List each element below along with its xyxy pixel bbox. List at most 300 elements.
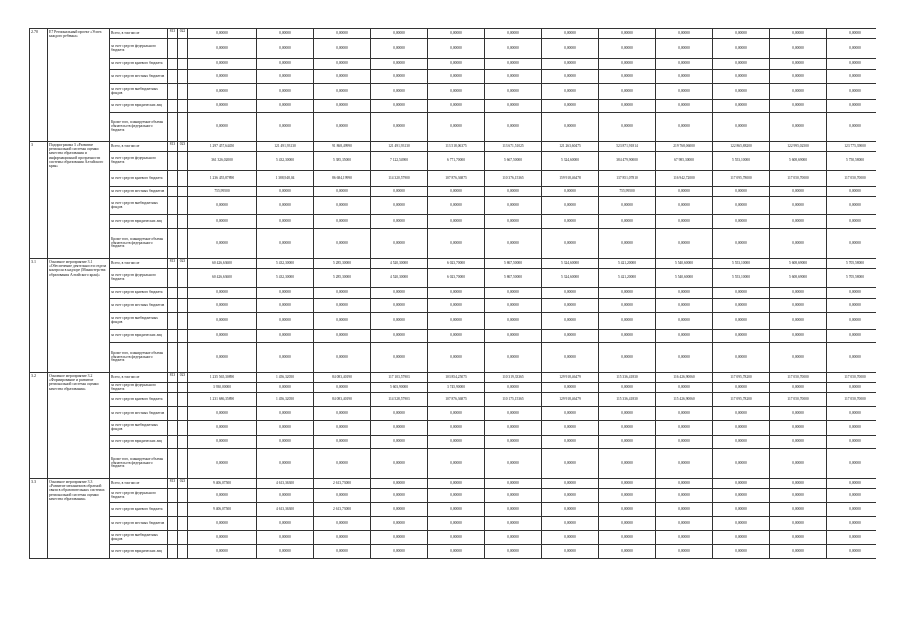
budget-code bbox=[168, 171, 178, 187]
amount-cell: 0,00000 bbox=[599, 215, 656, 229]
amount-cell: 0,00000 bbox=[599, 70, 656, 84]
budget-code: 813 bbox=[168, 479, 178, 489]
amount-cell: 0,00000 bbox=[371, 215, 428, 229]
table-row bbox=[30, 330, 877, 343]
amount-cell: 0,00000 bbox=[542, 343, 599, 373]
budget-code bbox=[178, 171, 188, 187]
amount-cell: 0,00000 bbox=[485, 59, 542, 70]
table-row bbox=[30, 288, 877, 299]
amount-cell: 110 376,15365 bbox=[485, 171, 542, 187]
amount-cell: 0,00000 bbox=[314, 313, 371, 330]
budget-code bbox=[168, 517, 178, 531]
budget-code: 023 bbox=[178, 373, 188, 383]
amount-cell: 0,00000 bbox=[257, 299, 314, 313]
amount-cell: 0,00000 bbox=[770, 489, 827, 503]
budget-code bbox=[168, 489, 178, 503]
budget-code bbox=[178, 393, 188, 407]
amount-cell: 0,00000 bbox=[314, 39, 371, 59]
amount-cell: 0,00000 bbox=[314, 489, 371, 503]
table-row bbox=[30, 100, 877, 113]
amount-cell: 0,00000 bbox=[371, 449, 428, 479]
amount-cell: 5 608,69000 bbox=[770, 152, 827, 171]
amount-cell: 0,00000 bbox=[827, 489, 877, 503]
table-row bbox=[30, 215, 877, 229]
amount-cell: 0,00000 bbox=[656, 288, 713, 299]
amount-cell: 0,00000 bbox=[827, 299, 877, 313]
amount-cell: 0,00000 bbox=[485, 421, 542, 436]
amount-cell: 0,00000 bbox=[257, 288, 314, 299]
funding-source-label: за счет средств местных бюджетов bbox=[110, 187, 168, 197]
amount-cell: 0,00000 bbox=[188, 436, 257, 449]
amount-cell: 3 745,90000 bbox=[428, 383, 485, 393]
amount-cell: 0,00000 bbox=[770, 449, 827, 479]
budget-code bbox=[178, 229, 188, 259]
amount-cell: 0,00000 bbox=[371, 229, 428, 259]
amount-cell: 0,00000 bbox=[599, 84, 656, 100]
amount-cell: 0,00000 bbox=[314, 545, 371, 559]
budget-code bbox=[168, 288, 178, 299]
budget-code: 023 bbox=[178, 479, 188, 489]
amount-cell: 114 320,57900 bbox=[371, 171, 428, 187]
amount-cell: 0,00000 bbox=[827, 330, 877, 343]
budget-code bbox=[178, 449, 188, 479]
amount-cell: 6 771,70000 bbox=[428, 152, 485, 171]
item-number: 3.3 bbox=[30, 479, 48, 559]
budget-code: 813 bbox=[168, 142, 178, 152]
budget-code bbox=[178, 84, 188, 100]
budget-code bbox=[178, 152, 188, 171]
funding-source-label: за счет средств федерального бюджета bbox=[110, 152, 168, 171]
amount-cell: 0,00000 bbox=[485, 449, 542, 479]
amount-cell: 5 867,50000 bbox=[485, 259, 542, 269]
amount-cell: 0,00000 bbox=[371, 113, 428, 142]
amount-cell: 0,00000 bbox=[770, 531, 827, 545]
amount-cell: 0,00000 bbox=[371, 288, 428, 299]
amount-cell: 115 426,90060 bbox=[656, 393, 713, 407]
amount-cell: 5 540,60000 bbox=[656, 259, 713, 269]
amount-cell: 121 263,60475 bbox=[542, 142, 599, 152]
amount-cell: 107 876,36875 bbox=[428, 393, 485, 407]
amount-cell: 0,00000 bbox=[485, 531, 542, 545]
amount-cell: 0,00000 bbox=[770, 229, 827, 259]
amount-cell: 0,00000 bbox=[656, 84, 713, 100]
budget-code bbox=[168, 343, 178, 373]
budget-code bbox=[178, 269, 188, 288]
amount-cell: 0,00000 bbox=[713, 479, 770, 489]
amount-cell: 0,00000 bbox=[542, 531, 599, 545]
amount-cell: 117 103,57903 bbox=[371, 373, 428, 383]
table-row bbox=[30, 393, 877, 407]
amount-cell: 5 432,30000 bbox=[257, 152, 314, 171]
amount-cell: 5 553,10000 bbox=[713, 269, 770, 288]
amount-cell: 2 613,73000 bbox=[314, 479, 371, 489]
amount-cell: 0,00000 bbox=[371, 197, 428, 215]
amount-cell: 0,00000 bbox=[428, 517, 485, 531]
amount-cell: 0,00000 bbox=[542, 503, 599, 517]
amount-cell: 5 324,60000 bbox=[542, 269, 599, 288]
budget-code bbox=[168, 269, 178, 288]
amount-cell: 0,00000 bbox=[827, 187, 877, 197]
amount-cell: 0,00000 bbox=[257, 517, 314, 531]
budget-code bbox=[168, 187, 178, 197]
budget-code: 813 bbox=[168, 259, 178, 269]
amount-cell: 0,00000 bbox=[485, 100, 542, 113]
budget-code: 023 bbox=[178, 259, 188, 269]
amount-cell: 0,00000 bbox=[485, 407, 542, 421]
amount-cell: 0,00000 bbox=[770, 313, 827, 330]
amount-cell: 0,00000 bbox=[599, 29, 656, 39]
budget-code bbox=[168, 449, 178, 479]
funding-source-label: Всего, в том числе bbox=[110, 373, 168, 383]
amount-cell: 0,00000 bbox=[770, 545, 827, 559]
amount-cell: 0,00000 bbox=[485, 383, 542, 393]
amount-cell: 0,00000 bbox=[188, 489, 257, 503]
amount-cell: 0,00000 bbox=[713, 70, 770, 84]
budget-code: 813 bbox=[168, 29, 178, 39]
amount-cell: 0,00000 bbox=[599, 545, 656, 559]
amount-cell: 0,00000 bbox=[656, 197, 713, 215]
budget-code bbox=[168, 421, 178, 436]
amount-cell: 0,00000 bbox=[428, 197, 485, 215]
amount-cell: 0,00000 bbox=[371, 517, 428, 531]
amount-cell: 0,00000 bbox=[188, 407, 257, 421]
amount-cell: 0,00000 bbox=[770, 299, 827, 313]
amount-cell: 0,00000 bbox=[827, 383, 877, 393]
funding-source-label: Всего, в том числе bbox=[110, 259, 168, 269]
table-row bbox=[30, 269, 877, 288]
amount-cell: 5 285,30000 bbox=[314, 259, 371, 269]
amount-cell: 0,00000 bbox=[713, 383, 770, 393]
amount-cell: 0,00000 bbox=[371, 479, 428, 489]
amount-cell: 0,00000 bbox=[188, 70, 257, 84]
amount-cell: 0,00000 bbox=[656, 229, 713, 259]
funding-source-label: за счет средств краевого бюджета bbox=[110, 59, 168, 70]
amount-cell: 0,00000 bbox=[713, 29, 770, 39]
amount-cell: 0,00000 bbox=[656, 343, 713, 373]
amount-cell: 0,00000 bbox=[428, 407, 485, 421]
funding-source-label: за счет средств местных бюджетов bbox=[110, 70, 168, 84]
amount-cell: 5 324,60000 bbox=[542, 152, 599, 171]
amount-cell: 0,00000 bbox=[428, 187, 485, 197]
amount-cell: 5 553,10000 bbox=[713, 259, 770, 269]
amount-cell: 0,00000 bbox=[713, 100, 770, 113]
funding-source-label: Кроме того, планируемые объемы обязательств федерального бюджета bbox=[110, 229, 168, 259]
amount-cell: 0,00000 bbox=[188, 545, 257, 559]
amount-cell: 0,00000 bbox=[257, 39, 314, 59]
budget-code bbox=[178, 299, 188, 313]
amount-cell: 0,00000 bbox=[542, 197, 599, 215]
amount-cell: 0,00000 bbox=[314, 113, 371, 142]
budget-code bbox=[178, 187, 188, 197]
amount-cell: 4 613,36300 bbox=[257, 479, 314, 489]
amount-cell: 0,00000 bbox=[428, 421, 485, 436]
amount-cell: 0,00000 bbox=[827, 113, 877, 142]
amount-cell: 755,99500 bbox=[188, 187, 257, 197]
amount-cell: 0,00000 bbox=[542, 436, 599, 449]
amount-cell: 0,00000 bbox=[428, 84, 485, 100]
item-number: 2.70 bbox=[30, 29, 48, 142]
amount-cell: 0,00000 bbox=[599, 343, 656, 373]
table-row bbox=[30, 113, 877, 142]
amount-cell: 0,00000 bbox=[257, 436, 314, 449]
budget-code bbox=[168, 84, 178, 100]
amount-cell: 0,00000 bbox=[371, 70, 428, 84]
budget-code bbox=[168, 152, 178, 171]
amount-cell: 116 942,72000 bbox=[656, 171, 713, 187]
amount-cell: 5 667,50000 bbox=[485, 152, 542, 171]
amount-cell: 0,00000 bbox=[428, 39, 485, 59]
budget-code bbox=[178, 545, 188, 559]
amount-cell: 0,00000 bbox=[485, 29, 542, 39]
amount-cell: 0,00000 bbox=[314, 343, 371, 373]
amount-cell: 0,00000 bbox=[188, 517, 257, 531]
amount-cell: 0,00000 bbox=[542, 100, 599, 113]
amount-cell: 0,00000 bbox=[428, 29, 485, 39]
amount-cell: 0,00000 bbox=[713, 343, 770, 373]
amount-cell: 115 336,41830 bbox=[599, 373, 656, 383]
amount-cell: 0,00000 bbox=[713, 517, 770, 531]
amount-cell: 0,00000 bbox=[713, 197, 770, 215]
amount-cell: 0,00000 bbox=[599, 197, 656, 215]
amount-cell: 0,00000 bbox=[770, 39, 827, 59]
amount-cell: 0,00000 bbox=[428, 531, 485, 545]
amount-cell: 0,00000 bbox=[188, 84, 257, 100]
budget-code: 813 bbox=[168, 373, 178, 383]
amount-cell: 0,00000 bbox=[656, 70, 713, 84]
amount-cell: 0,00000 bbox=[827, 197, 877, 215]
funding-source-label: за счет средств краевого бюджета bbox=[110, 503, 168, 517]
amount-cell: 117 095,78200 bbox=[713, 393, 770, 407]
amount-cell: 0,00000 bbox=[188, 197, 257, 215]
amount-cell: 0,00000 bbox=[713, 436, 770, 449]
funding-source-label: за счет средств внебюджетных фондов bbox=[110, 84, 168, 100]
budget-code bbox=[178, 343, 188, 373]
amount-cell: 0,00000 bbox=[656, 29, 713, 39]
amount-cell: 755,99500 bbox=[599, 187, 656, 197]
amount-cell: 384 479,90000 bbox=[599, 152, 656, 171]
amount-cell: 0,00000 bbox=[599, 59, 656, 70]
amount-cell: 84 083,40190 bbox=[314, 393, 371, 407]
item-name: Основное мероприятие 3.1 «Обеспечение деятельности отдела контроля в надзоре (Министерства образования Алтайского края)» bbox=[48, 259, 110, 373]
amount-cell: 0,00000 bbox=[485, 197, 542, 215]
amount-cell: 0,00000 bbox=[713, 503, 770, 517]
amount-cell: 0,00000 bbox=[713, 84, 770, 100]
amount-cell: 0,00000 bbox=[599, 288, 656, 299]
amount-cell: 0,00000 bbox=[656, 330, 713, 343]
amount-cell: 0,00000 bbox=[599, 517, 656, 531]
amount-cell: 0,00000 bbox=[257, 29, 314, 39]
budget-code bbox=[168, 299, 178, 313]
amount-cell: 0,00000 bbox=[827, 436, 877, 449]
table-row bbox=[30, 142, 877, 152]
amount-cell: 0,00000 bbox=[371, 100, 428, 113]
table-row bbox=[30, 503, 877, 517]
amount-cell: 0,00000 bbox=[371, 59, 428, 70]
amount-cell: 0,00000 bbox=[827, 59, 877, 70]
amount-cell: 0,00000 bbox=[542, 215, 599, 229]
amount-cell: 0,00000 bbox=[314, 330, 371, 343]
table-row bbox=[30, 70, 877, 84]
amount-cell: 0,00000 bbox=[827, 29, 877, 39]
amount-cell: 91 868,49990 bbox=[314, 142, 371, 152]
amount-cell: 0,00000 bbox=[428, 229, 485, 259]
amount-cell: 0,00000 bbox=[770, 383, 827, 393]
amount-cell: 0,00000 bbox=[827, 545, 877, 559]
amount-cell: 0,00000 bbox=[257, 545, 314, 559]
amount-cell: 0,00000 bbox=[599, 479, 656, 489]
amount-cell: 0,00000 bbox=[428, 449, 485, 479]
amount-cell: 0,00000 bbox=[428, 100, 485, 113]
budget-code bbox=[178, 59, 188, 70]
amount-cell: 0,00000 bbox=[770, 503, 827, 517]
amount-cell: 0,00000 bbox=[257, 100, 314, 113]
amount-cell: 0,00000 bbox=[542, 288, 599, 299]
amount-cell: 0,00000 bbox=[713, 229, 770, 259]
item-name: Основное мероприятие 3.2 «Формирование и развитие региональной системы оценки качества образования» bbox=[48, 373, 110, 479]
amount-cell: 0,00000 bbox=[371, 39, 428, 59]
table-row bbox=[30, 152, 877, 171]
amount-cell: 0,00000 bbox=[257, 383, 314, 393]
amount-cell: 0,00000 bbox=[485, 489, 542, 503]
amount-cell: 0,00000 bbox=[485, 288, 542, 299]
budget-code bbox=[168, 545, 178, 559]
table-row bbox=[30, 545, 877, 559]
table-row bbox=[30, 171, 877, 187]
amount-cell: 0,00000 bbox=[485, 70, 542, 84]
amount-cell: 110 175,15365 bbox=[485, 393, 542, 407]
table-row bbox=[30, 383, 877, 393]
amount-cell: 361 326,02000 bbox=[188, 152, 257, 171]
table-row bbox=[30, 229, 877, 259]
amount-cell: 0,00000 bbox=[485, 187, 542, 197]
amount-cell: 0,00000 bbox=[770, 113, 827, 142]
amount-cell: 5 750,58000 bbox=[827, 152, 877, 171]
amount-cell: 0,00000 bbox=[188, 330, 257, 343]
amount-cell: 219 768,06000 bbox=[656, 142, 713, 152]
amount-cell: 0,00000 bbox=[713, 489, 770, 503]
amount-cell: 9 406,07500 bbox=[188, 479, 257, 489]
amount-cell: 0,00000 bbox=[188, 288, 257, 299]
amount-cell: 0,00000 bbox=[827, 503, 877, 517]
amount-cell: 0,00000 bbox=[599, 383, 656, 393]
amount-cell: 121 491,93130 bbox=[371, 142, 428, 152]
amount-cell: 0,00000 bbox=[827, 84, 877, 100]
amount-cell: 0,00000 bbox=[542, 330, 599, 343]
amount-cell: 0,00000 bbox=[314, 187, 371, 197]
amount-cell: 0,00000 bbox=[542, 39, 599, 59]
amount-cell: 122 865,88200 bbox=[713, 142, 770, 152]
amount-cell: 0,00000 bbox=[428, 545, 485, 559]
amount-cell: 6 023,70000 bbox=[428, 269, 485, 288]
amount-cell: 0,00000 bbox=[314, 84, 371, 100]
budget-code bbox=[168, 39, 178, 59]
amount-cell: 0,00000 bbox=[599, 113, 656, 142]
amount-cell: 0,00000 bbox=[599, 39, 656, 59]
amount-cell: 0,00000 bbox=[599, 531, 656, 545]
amount-cell: 5 867,50000 bbox=[485, 269, 542, 288]
amount-cell: 0,00000 bbox=[371, 343, 428, 373]
amount-cell: 0,00000 bbox=[257, 229, 314, 259]
amount-cell: 5 705,58000 bbox=[827, 269, 877, 288]
table-row bbox=[30, 59, 877, 70]
amount-cell: 0,00000 bbox=[713, 59, 770, 70]
amount-cell: 0,00000 bbox=[485, 545, 542, 559]
item-number: 3.1 bbox=[30, 259, 48, 373]
budget-code bbox=[178, 100, 188, 113]
amount-cell: 0,00000 bbox=[770, 436, 827, 449]
amount-cell: 0,00000 bbox=[656, 313, 713, 330]
amount-cell: 0,00000 bbox=[257, 489, 314, 503]
amount-cell: 0,00000 bbox=[428, 489, 485, 503]
budget-code bbox=[178, 215, 188, 229]
amount-cell: 0,00000 bbox=[713, 39, 770, 59]
amount-cell: 0,00000 bbox=[713, 407, 770, 421]
amount-cell: 0,00000 bbox=[371, 299, 428, 313]
table-body bbox=[30, 29, 877, 559]
amount-cell: 0,00000 bbox=[371, 531, 428, 545]
amount-cell: 0,00000 bbox=[599, 436, 656, 449]
amount-cell: 0,00000 bbox=[188, 299, 257, 313]
amount-cell: 0,00000 bbox=[656, 113, 713, 142]
amount-cell: 0,00000 bbox=[257, 313, 314, 330]
amount-cell: 0,00000 bbox=[371, 489, 428, 503]
table-row bbox=[30, 29, 877, 39]
amount-cell: 0,00000 bbox=[371, 330, 428, 343]
amount-cell: 0,00000 bbox=[371, 407, 428, 421]
amount-cell: 0,00000 bbox=[371, 187, 428, 197]
amount-cell: 5 705,58000 bbox=[827, 259, 877, 269]
amount-cell: 0,00000 bbox=[713, 187, 770, 197]
budget-code bbox=[178, 330, 188, 343]
amount-cell: 523 871,91814 bbox=[599, 142, 656, 152]
amount-cell: 0,00000 bbox=[485, 503, 542, 517]
budget-code bbox=[168, 59, 178, 70]
amount-cell: 1 297 457,64450 bbox=[188, 142, 257, 152]
amount-cell: 0,00000 bbox=[542, 545, 599, 559]
amount-cell: 0,00000 bbox=[827, 39, 877, 59]
amount-cell: 0,00000 bbox=[542, 84, 599, 100]
amount-cell: 0,00000 bbox=[827, 479, 877, 489]
table-row bbox=[30, 421, 877, 436]
amount-cell: 0,00000 bbox=[542, 407, 599, 421]
amount-cell: 0,00000 bbox=[599, 330, 656, 343]
item-name: Основное мероприятие 3.3 «Развитие механизмов обратной связи в образовательных системах региональной системы оценки качества образования» bbox=[48, 479, 110, 559]
amount-cell: 0,00000 bbox=[713, 113, 770, 142]
budget-code bbox=[178, 407, 188, 421]
amount-cell: 0,00000 bbox=[770, 84, 827, 100]
amount-cell: 0,00000 bbox=[542, 299, 599, 313]
amount-cell: 9 406,07500 bbox=[188, 503, 257, 517]
funding-source-label: за счет средств федерального бюджета bbox=[110, 269, 168, 288]
amount-cell: 0,00000 bbox=[656, 436, 713, 449]
amount-cell: 0,00000 bbox=[485, 84, 542, 100]
amount-cell: 123 775,39000 bbox=[827, 142, 877, 152]
budget-code bbox=[178, 503, 188, 517]
budget-code bbox=[178, 70, 188, 84]
amount-cell: 117 050,70000 bbox=[827, 171, 877, 187]
funding-source-label: Кроме того, планируемые объемы обязательств федерального бюджета bbox=[110, 449, 168, 479]
amount-cell: 0,00000 bbox=[542, 113, 599, 142]
amount-cell: 0,00000 bbox=[656, 59, 713, 70]
table-row bbox=[30, 197, 877, 215]
amount-cell: 0,00000 bbox=[314, 59, 371, 70]
amount-cell: 1 456,32050 bbox=[257, 393, 314, 407]
item-number: 3 bbox=[30, 142, 48, 259]
amount-cell: 0,00000 bbox=[428, 330, 485, 343]
amount-cell: 0,00000 bbox=[314, 70, 371, 84]
amount-cell: 0,00000 bbox=[314, 517, 371, 531]
budget-code bbox=[178, 421, 188, 436]
